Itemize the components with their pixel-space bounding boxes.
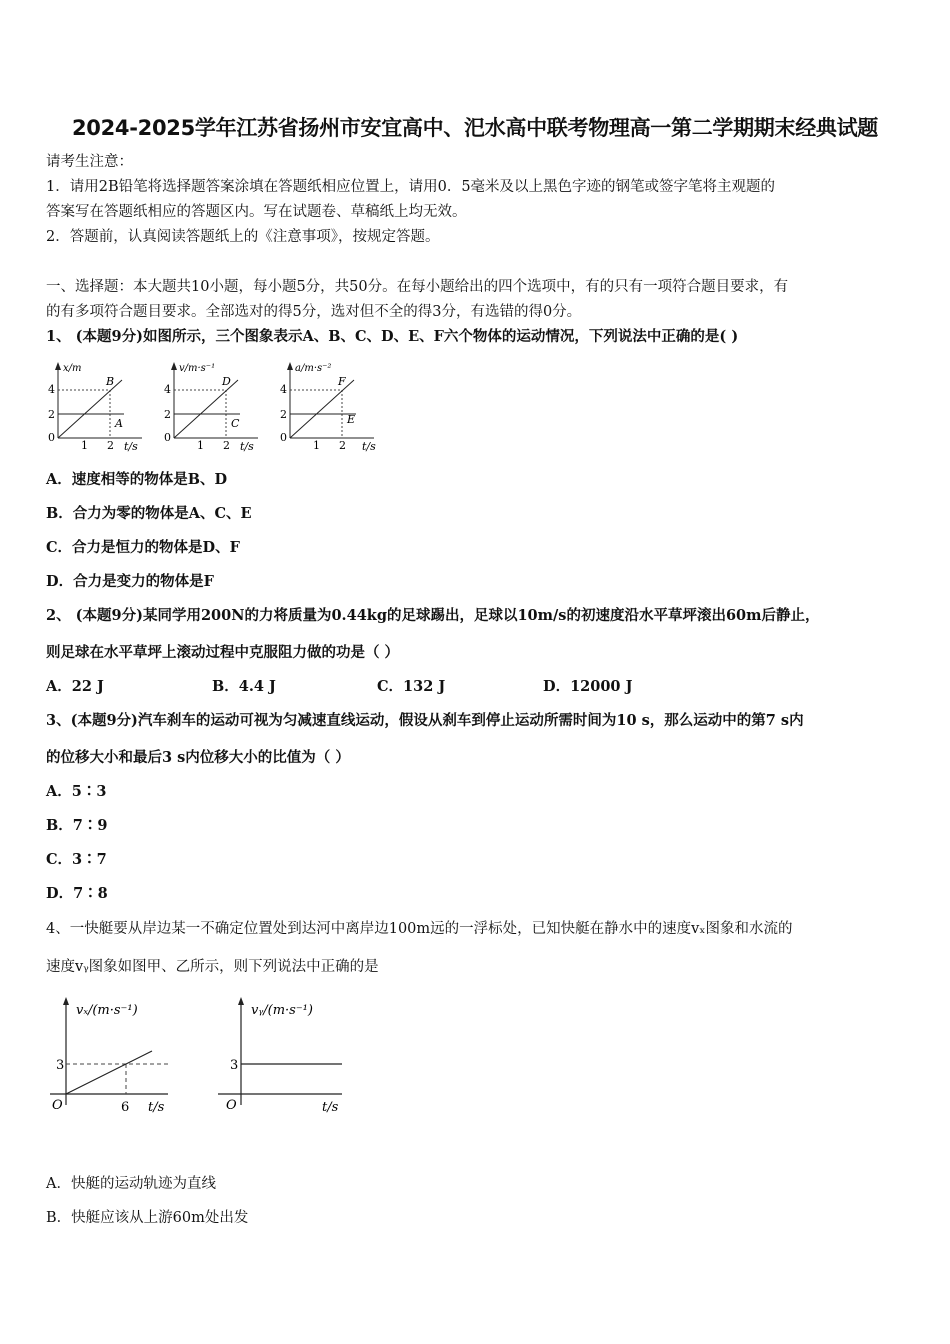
tick-2: 2 bbox=[223, 439, 230, 452]
vx-line bbox=[66, 1051, 152, 1094]
x-axis-label: t/s bbox=[322, 1100, 339, 1115]
origin-label: O bbox=[226, 1098, 237, 1113]
line-B bbox=[58, 380, 122, 438]
tick-1: 1 bbox=[197, 439, 204, 452]
q4-option-b: B．快艇应该从上游60m处出发 bbox=[46, 1210, 249, 1226]
label-C: C bbox=[231, 417, 240, 430]
label-D: D bbox=[222, 375, 231, 388]
tick-3: 3 bbox=[56, 1058, 65, 1073]
tick-2: 2 bbox=[339, 439, 346, 452]
notice-line: 答案写在答题纸相应的答题区内。写在试题卷、草稿纸上均无效。 bbox=[46, 204, 467, 220]
y-axis-arrow bbox=[63, 997, 69, 1005]
q3-option-b: B．7∶9 bbox=[46, 817, 108, 834]
q1-option-b: B．合力为零的物体是A、C、E bbox=[46, 505, 252, 522]
q3-option-d: D．7∶8 bbox=[46, 885, 108, 902]
q3-option-a: A．5∶3 bbox=[46, 783, 107, 800]
question-3-stem: 3、(本题9分)汽车刹车的运动可视为匀减速直线运动，假设从刹车到停止运动所需时间为10 s，那么运动中的第7 s内 bbox=[46, 712, 804, 729]
tick-3: 3 bbox=[230, 1058, 239, 1073]
q1-graph-a-t bbox=[280, 362, 376, 453]
q2-option-c: C．132 J bbox=[377, 678, 446, 695]
y-axis-arrow bbox=[55, 362, 61, 370]
label-B: B bbox=[106, 375, 115, 388]
tick-0: 0 bbox=[48, 431, 55, 444]
y-axis-label: a/m·s⁻² bbox=[295, 363, 332, 374]
tick-2: 2 bbox=[164, 408, 171, 421]
y-axis-arrow bbox=[238, 997, 244, 1005]
q1-graph-v-t bbox=[164, 362, 258, 453]
q3-option-c: C．3∶7 bbox=[46, 851, 107, 868]
q1-graph-x-t bbox=[48, 362, 142, 453]
tick-0: 0 bbox=[280, 431, 287, 444]
tick-1: 1 bbox=[313, 439, 320, 452]
q4-graph-vx bbox=[50, 997, 168, 1115]
question-3-stem-cont: 的位移大小和最后3 s内位移大小的比值为（ ） bbox=[46, 749, 350, 766]
x-axis-label: t/s bbox=[124, 440, 138, 453]
notice-heading: 请考生注意： bbox=[46, 154, 133, 170]
q4-graphs bbox=[44, 995, 354, 1120]
q1-option-d: D．合力是变力的物体是F bbox=[46, 573, 214, 590]
tick-4: 4 bbox=[164, 383, 171, 396]
question-2-stem: 2、 (本题9分)某同学用200N的力将质量为0.44kg的足球踢出，足球以10m/s的初速度沿水平草坪滚出60m后静止， bbox=[46, 607, 820, 624]
section-intro: 一、选择题：本大题共10小题，每小题5分，共50分。在每小题给出的四个选项中，有的只有一项符合题目要求，有 bbox=[46, 279, 789, 295]
label-E: E bbox=[347, 413, 356, 426]
tick-2: 2 bbox=[280, 408, 287, 421]
question-1-stem: 1、 (本题9分)如图所示，三个图象表示A、B、C、D、E、F六个物体的运动情况，下列说法中正确的是( ) bbox=[46, 328, 739, 345]
notice-line: 1．请用2B铅笔将选择题答案涂填在答题纸相应位置上，请用0．5毫米及以上黑色字迹的钢笔或签字笔将主观题的 bbox=[46, 179, 776, 195]
tick-2: 2 bbox=[48, 408, 55, 421]
x-axis-label: t/s bbox=[362, 440, 376, 453]
tick-1: 1 bbox=[81, 439, 88, 452]
tick-0: 0 bbox=[164, 431, 171, 444]
question-2-stem-cont: 则足球在水平草坪上滚动过程中克服阻力做的功是（ ） bbox=[46, 644, 400, 661]
q1-option-c: C．合力是恒力的物体是D、F bbox=[46, 539, 240, 556]
y-axis-arrow bbox=[287, 362, 293, 370]
q2-option-b: B．4.4 J bbox=[212, 678, 276, 695]
tick-4: 4 bbox=[48, 383, 55, 396]
tick-2: 2 bbox=[107, 439, 114, 452]
y-axis-label: vₓ/(m·s⁻¹) bbox=[76, 1003, 138, 1018]
section-intro: 的有多项符合题目要求。全部选对的得5分，选对但不全的得3分，有选错的得0分。 bbox=[46, 304, 582, 320]
q2-option-d: D．12000 J bbox=[543, 678, 633, 695]
y-axis-label: vᵧ/(m·s⁻¹) bbox=[251, 1003, 313, 1018]
line-D bbox=[174, 380, 238, 438]
y-axis-label: v/m·s⁻¹ bbox=[179, 363, 216, 374]
x-axis-label: t/s bbox=[240, 440, 254, 453]
y-axis-arrow bbox=[171, 362, 177, 370]
notice-line: 2．答题前，认真阅读答题纸上的《注意事项》，按规定答题。 bbox=[46, 229, 440, 245]
question-4-stem: 4、一快艇要从岸边某一不确定位置处到达河中离岸边100m远的一浮标处，已知快艇在静水中的速度vₓ图象和水流的 bbox=[46, 921, 793, 937]
tick-6: 6 bbox=[121, 1100, 130, 1115]
line-F bbox=[290, 380, 354, 438]
tick-4: 4 bbox=[280, 383, 287, 396]
origin-label: O bbox=[52, 1098, 63, 1113]
question-4-stem-cont: 速度vᵧ图象如图甲、乙所示，则下列说法中正确的是 bbox=[46, 959, 379, 975]
q1-graphs bbox=[46, 358, 396, 454]
q4-option-a: A．快艇的运动轨迹为直线 bbox=[46, 1176, 216, 1192]
q1-option-a: A．速度相等的物体是B、D bbox=[46, 471, 228, 488]
page-title: 2024-2025学年江苏省扬州市安宜高中、汜水高中联考物理高一第二学期期末经典试题 bbox=[71, 116, 878, 140]
x-axis-label: t/s bbox=[148, 1100, 165, 1115]
q4-graph-vy bbox=[218, 997, 342, 1115]
label-A: A bbox=[115, 417, 123, 430]
q2-option-a: A．22 J bbox=[46, 678, 104, 695]
label-F: F bbox=[338, 375, 346, 388]
y-axis-label: x/m bbox=[63, 363, 82, 374]
